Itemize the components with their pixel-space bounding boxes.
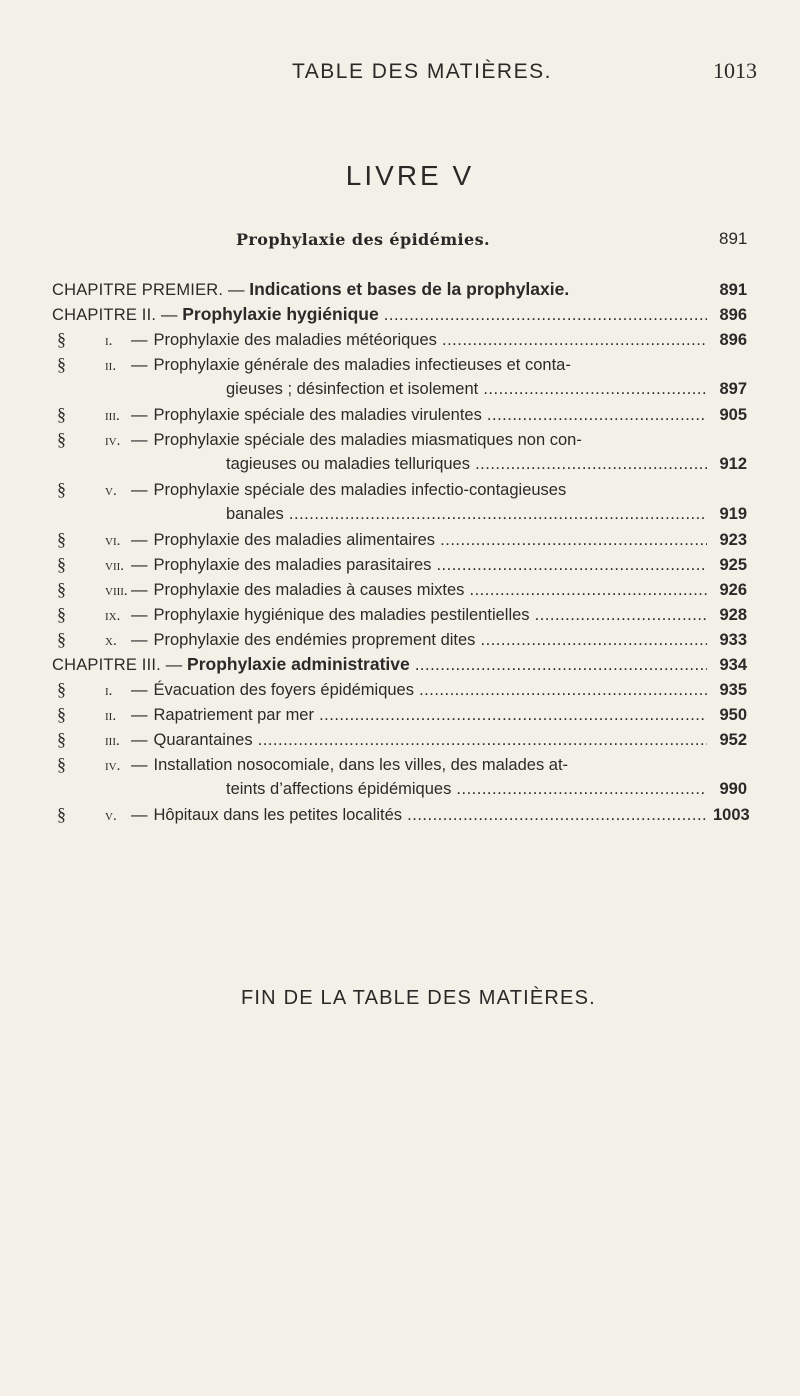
page-ref: 905 <box>719 406 747 424</box>
toc-section-entry <box>52 477 707 504</box>
toc-section-entry <box>52 802 707 829</box>
toc-section-entry <box>52 627 707 654</box>
section-title: Prophylaxie générale des maladies infectieuses et conta- <box>153 356 571 374</box>
section-sign-icon: § <box>57 679 66 699</box>
table-of-contents <box>52 277 750 827</box>
section-title: Prophylaxie spéciale des maladies virulentes <box>153 406 482 424</box>
toc-chapter-heading <box>52 302 707 328</box>
chapter-title: Prophylaxie hygiénique <box>182 304 379 324</box>
section-sign-icon: § <box>57 479 66 499</box>
book-page-ref: 891 <box>719 229 748 248</box>
page-ref: 896 <box>719 306 747 324</box>
toc-section-entry <box>52 352 707 379</box>
page-ref: 925 <box>719 556 747 574</box>
toc-chapter-heading <box>52 277 707 303</box>
toc-section-row <box>52 352 747 377</box>
book-title: LIVRE V <box>345 160 475 191</box>
dash-separator: — <box>131 356 148 374</box>
section-sign-icon: § <box>57 729 66 749</box>
toc-continuation-row <box>52 377 747 402</box>
section-title: Quarantaines <box>153 731 253 749</box>
toc-continuation-row <box>52 777 747 802</box>
page-ref: 919 <box>719 505 747 523</box>
dash-separator: — <box>131 756 148 774</box>
section-sign-icon: § <box>57 404 66 424</box>
section-title: Prophylaxie des maladies à causes mixtes <box>153 581 465 599</box>
page-ref: 926 <box>719 581 747 599</box>
toc-section-row <box>52 327 747 352</box>
section-number: iii. <box>105 733 120 749</box>
chapter-label: CHAPITRE III. — <box>52 656 183 674</box>
toc-section-row <box>52 427 747 452</box>
section-number: iv. <box>105 433 121 449</box>
section-number: x. <box>105 633 117 649</box>
section-sign-icon: § <box>57 429 66 449</box>
section-title-continuation: teints d’affections épidémiques ..... <box>226 777 707 802</box>
section-number: vi. <box>105 533 121 549</box>
toc-section-row <box>52 477 747 502</box>
section-number: i. <box>105 333 113 349</box>
page-ref: 897 <box>719 380 747 398</box>
dash-separator: — <box>131 531 148 549</box>
section-number: ii. <box>105 708 117 724</box>
toc-continuation-row <box>52 452 747 477</box>
toc-section-row <box>52 552 747 577</box>
toc-section-row <box>52 602 747 627</box>
section-sign-icon: § <box>57 579 66 599</box>
page-ref: 923 <box>719 531 747 549</box>
toc-section-entry <box>52 752 707 779</box>
dash-separator: — <box>131 431 148 449</box>
toc-continuation-row <box>52 502 747 527</box>
section-title: Prophylaxie des maladies météoriques <box>153 331 437 349</box>
toc-section-entry <box>52 577 707 604</box>
toc-section-row <box>52 752 747 777</box>
toc-section-entry <box>52 677 707 704</box>
page-ref: 934 <box>719 656 747 674</box>
section-title: Rapatriement par mer <box>153 706 314 724</box>
page-ref: 952 <box>719 731 747 749</box>
section-title: Prophylaxie spéciale des maladies infectio-contagieuses <box>153 481 567 499</box>
page-ref: 1003 <box>713 806 750 824</box>
section-title: Prophylaxie hygiénique des maladies pestilentielles <box>153 606 530 624</box>
toc-section-row <box>52 802 750 827</box>
running-title: TABLE DES MATIÈRES. <box>292 60 552 83</box>
toc-section-row <box>52 402 747 427</box>
section-sign-icon: § <box>57 529 66 549</box>
section-title-continuation: gieuses ; désinfection et isolement ..... <box>226 377 707 402</box>
toc-section-row <box>52 527 747 552</box>
toc-chapter-row <box>52 652 747 677</box>
dash-separator: — <box>131 806 148 824</box>
section-sign-icon: § <box>57 329 66 349</box>
dash-separator: — <box>131 731 148 749</box>
toc-section-row <box>52 577 747 602</box>
chapter-title: Indications et bases de la prophylaxie. <box>249 279 570 299</box>
page-ref: 990 <box>719 780 747 798</box>
toc-chapter-heading <box>52 652 707 678</box>
dash-separator: — <box>131 556 148 574</box>
chapter-label: CHAPITRE PREMIER. — <box>52 281 245 299</box>
section-sign-icon: § <box>57 629 66 649</box>
section-title: Installation nosocomiale, dans les villes, des malades at- <box>153 756 569 774</box>
section-number: v. <box>105 808 117 824</box>
toc-chapter-row <box>52 302 747 327</box>
toc-section-entry <box>52 602 707 629</box>
section-number: i. <box>105 683 113 699</box>
section-number: ii. <box>105 358 117 374</box>
toc-section-row <box>52 727 747 752</box>
toc-section-row <box>52 627 747 652</box>
section-sign-icon: § <box>57 804 66 824</box>
toc-section-entry <box>52 552 707 579</box>
chapter-label: CHAPITRE II. — <box>52 306 178 324</box>
page-number: 1013 <box>713 58 757 83</box>
page-ref: 933 <box>719 631 747 649</box>
dash-separator: — <box>131 331 148 349</box>
dash-separator: — <box>131 581 148 599</box>
page-ref: 950 <box>719 706 747 724</box>
book-subtitle: Prophylaxie des épidémies. <box>236 230 490 249</box>
chapter-title: Prophylaxie administrative <box>187 654 410 674</box>
dash-separator: — <box>131 681 148 699</box>
section-title: Évacuation des foyers épidémiques <box>153 681 414 699</box>
section-title-continuation: tagieuses ou maladies telluriques ..... <box>226 452 707 477</box>
page-ref: 896 <box>719 331 747 349</box>
toc-section-entry <box>52 527 707 554</box>
section-title: Prophylaxie des maladies alimentaires <box>153 531 436 549</box>
section-sign-icon: § <box>57 354 66 374</box>
page-ref: 891 <box>719 281 747 299</box>
section-sign-icon: § <box>57 554 66 574</box>
section-number: vii. <box>105 558 125 574</box>
dash-separator: — <box>131 406 148 424</box>
section-number: ix. <box>105 608 121 624</box>
section-number: v. <box>105 483 117 499</box>
page-ref: 912 <box>719 455 747 473</box>
dash-separator: — <box>131 631 148 649</box>
section-sign-icon: § <box>57 604 66 624</box>
page-ref: 935 <box>719 681 747 699</box>
toc-section-row <box>52 677 747 702</box>
toc-section-entry <box>52 427 707 454</box>
section-sign-icon: § <box>57 704 66 724</box>
page-ref: 928 <box>719 606 747 624</box>
section-title: Prophylaxie des endémies proprement dites <box>153 631 476 649</box>
toc-section-entry <box>52 727 707 754</box>
toc-section-entry <box>52 402 707 429</box>
section-title-continuation: banales ..... <box>226 502 707 527</box>
toc-chapter-row <box>52 277 747 302</box>
section-title: Hôpitaux dans les petites localités <box>153 806 403 824</box>
section-number: iii. <box>105 408 120 424</box>
section-number: viii. <box>105 583 128 599</box>
section-number: iv. <box>105 758 121 774</box>
section-sign-icon: § <box>57 754 66 774</box>
toc-section-row <box>52 702 747 727</box>
end-of-table: FIN DE LA TABLE DES MATIÈRES. <box>241 987 596 1009</box>
toc-section-entry <box>52 327 707 354</box>
section-title: Prophylaxie spéciale des maladies miasmatiques non con- <box>153 431 582 449</box>
section-title: Prophylaxie des maladies parasitaires <box>153 556 432 574</box>
dash-separator: — <box>131 481 148 499</box>
dash-separator: — <box>131 706 148 724</box>
toc-section-entry <box>52 702 707 729</box>
dash-separator: — <box>131 606 148 624</box>
